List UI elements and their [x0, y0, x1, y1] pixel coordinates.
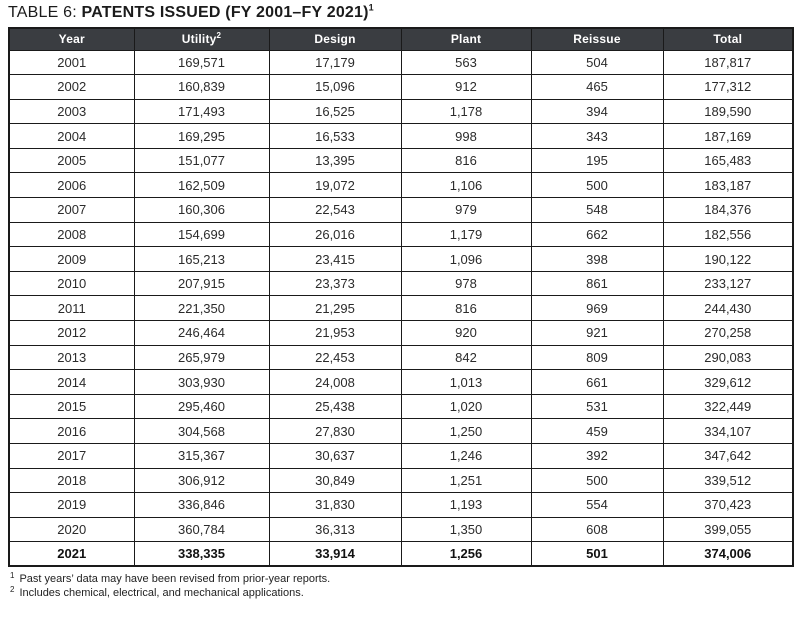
value-cell: 816: [401, 148, 531, 173]
value-cell: 370,423: [663, 493, 793, 518]
year-cell: 2017: [9, 444, 134, 469]
value-cell: 1,179: [401, 222, 531, 247]
value-cell: 978: [401, 271, 531, 296]
col-header-plant-label: Plant: [450, 32, 482, 47]
value-cell: 339,512: [663, 468, 793, 493]
table-row: [9, 542, 793, 567]
table-row: [9, 148, 793, 173]
year-cell: 2018: [9, 468, 134, 493]
value-cell: 16,533: [269, 124, 401, 149]
table-row: [9, 321, 793, 346]
col-header-utility-label: Utility: [181, 32, 217, 47]
year-cell: 2009: [9, 247, 134, 272]
value-cell: 290,083: [663, 345, 793, 370]
value-cell: 244,430: [663, 296, 793, 321]
col-header-plant: [401, 28, 531, 50]
value-cell: 154,699: [134, 222, 269, 247]
value-cell: 23,373: [269, 271, 401, 296]
footnote-1-marker: 1: [10, 570, 15, 580]
table-row: [9, 444, 793, 469]
patents-issued-table: [8, 27, 794, 567]
value-cell: 816: [401, 296, 531, 321]
value-cell: 920: [401, 321, 531, 346]
value-cell: 303,930: [134, 370, 269, 395]
value-cell: 265,979: [134, 345, 269, 370]
year-cell: 2019: [9, 493, 134, 518]
year-cell: 2016: [9, 419, 134, 444]
value-cell: 338,335: [134, 542, 269, 567]
footnote-2-text: Includes chemical, electrical, and mechanical applications.: [19, 587, 304, 600]
title-footnote-marker: 1: [368, 2, 374, 13]
value-cell: 1,350: [401, 517, 531, 542]
value-cell: 334,107: [663, 419, 793, 444]
table-row: [9, 75, 793, 100]
col-header-total-label: Total: [713, 32, 743, 47]
year-cell: 2008: [9, 222, 134, 247]
value-cell: 21,295: [269, 296, 401, 321]
value-cell: 979: [401, 198, 531, 223]
year-cell: 2001: [9, 50, 134, 75]
table-row: [9, 394, 793, 419]
value-cell: 30,849: [269, 468, 401, 493]
value-cell: 465: [531, 75, 663, 100]
title-prefix: TABLE 6:: [8, 4, 82, 21]
col-header-utility-sup: 2: [216, 31, 222, 41]
value-cell: 187,169: [663, 124, 793, 149]
value-cell: 165,213: [134, 247, 269, 272]
value-cell: 1,013: [401, 370, 531, 395]
col-header-utility: [134, 28, 269, 50]
year-cell: 2020: [9, 517, 134, 542]
value-cell: 1,020: [401, 394, 531, 419]
col-header-year: [9, 28, 134, 50]
table-row: [9, 222, 793, 247]
value-cell: 531: [531, 394, 663, 419]
value-cell: 969: [531, 296, 663, 321]
value-cell: 336,846: [134, 493, 269, 518]
col-header-reissue: [531, 28, 663, 50]
col-header-reissue-label: Reissue: [573, 32, 621, 47]
value-cell: 183,187: [663, 173, 793, 198]
table-row: [9, 468, 793, 493]
value-cell: 998: [401, 124, 531, 149]
value-cell: 662: [531, 222, 663, 247]
table-row: [9, 296, 793, 321]
header-row: [9, 28, 793, 50]
year-cell: 2004: [9, 124, 134, 149]
value-cell: 221,350: [134, 296, 269, 321]
value-cell: 21,953: [269, 321, 401, 346]
value-cell: 184,376: [663, 198, 793, 223]
table-row: [9, 124, 793, 149]
value-cell: 26,016: [269, 222, 401, 247]
value-cell: 22,453: [269, 345, 401, 370]
value-cell: 195: [531, 148, 663, 173]
value-cell: 169,295: [134, 124, 269, 149]
value-cell: 169,571: [134, 50, 269, 75]
value-cell: 189,590: [663, 99, 793, 124]
year-cell: 2005: [9, 148, 134, 173]
table-row: [9, 50, 793, 75]
table-row: [9, 271, 793, 296]
value-cell: 459: [531, 419, 663, 444]
col-header-total: [663, 28, 793, 50]
year-cell: 2006: [9, 173, 134, 198]
value-cell: 315,367: [134, 444, 269, 469]
year-cell: 2012: [9, 321, 134, 346]
value-cell: 842: [401, 345, 531, 370]
table-title: [8, 4, 792, 22]
value-cell: 1,250: [401, 419, 531, 444]
value-cell: 1,246: [401, 444, 531, 469]
value-cell: 1,256: [401, 542, 531, 567]
col-header-design-label: Design: [314, 32, 356, 47]
value-cell: 182,556: [663, 222, 793, 247]
value-cell: 322,449: [663, 394, 793, 419]
value-cell: 270,258: [663, 321, 793, 346]
footnotes: [8, 572, 792, 600]
value-cell: 295,460: [134, 394, 269, 419]
col-header-year-label: Year: [58, 32, 85, 47]
value-cell: 165,483: [663, 148, 793, 173]
year-cell: 2015: [9, 394, 134, 419]
value-cell: 171,493: [134, 99, 269, 124]
value-cell: 17,179: [269, 50, 401, 75]
footnote-1-text: Past years’ data may have been revised from prior-year reports.: [19, 573, 331, 586]
year-cell: 2021: [9, 542, 134, 567]
value-cell: 1,096: [401, 247, 531, 272]
value-cell: 661: [531, 370, 663, 395]
value-cell: 36,313: [269, 517, 401, 542]
year-cell: 2007: [9, 198, 134, 223]
value-cell: 233,127: [663, 271, 793, 296]
value-cell: 304,568: [134, 419, 269, 444]
value-cell: 861: [531, 271, 663, 296]
value-cell: 912: [401, 75, 531, 100]
footnote-2-marker: 2: [10, 584, 15, 594]
value-cell: 1,251: [401, 468, 531, 493]
value-cell: 22,543: [269, 198, 401, 223]
value-cell: 504: [531, 50, 663, 75]
value-cell: 25,438: [269, 394, 401, 419]
table-row: [9, 198, 793, 223]
value-cell: 23,415: [269, 247, 401, 272]
value-cell: 24,008: [269, 370, 401, 395]
value-cell: 160,306: [134, 198, 269, 223]
value-cell: 608: [531, 517, 663, 542]
value-cell: 360,784: [134, 517, 269, 542]
value-cell: 374,006: [663, 542, 793, 567]
value-cell: 33,914: [269, 542, 401, 567]
value-cell: 347,642: [663, 444, 793, 469]
table-row: [9, 247, 793, 272]
year-cell: 2003: [9, 99, 134, 124]
year-cell: 2013: [9, 345, 134, 370]
table-body: [9, 50, 793, 566]
value-cell: 392: [531, 444, 663, 469]
value-cell: 162,509: [134, 173, 269, 198]
value-cell: 30,637: [269, 444, 401, 469]
value-cell: 554: [531, 493, 663, 518]
value-cell: 809: [531, 345, 663, 370]
year-cell: 2002: [9, 75, 134, 100]
table-row: [9, 517, 793, 542]
value-cell: 1,178: [401, 99, 531, 124]
value-cell: 13,395: [269, 148, 401, 173]
table-row: [9, 99, 793, 124]
table-row: [9, 370, 793, 395]
col-header-design: [269, 28, 401, 50]
table-row: [9, 345, 793, 370]
year-cell: 2011: [9, 296, 134, 321]
value-cell: 246,464: [134, 321, 269, 346]
value-cell: 398: [531, 247, 663, 272]
value-cell: 563: [401, 50, 531, 75]
table-row: [9, 173, 793, 198]
value-cell: 190,122: [663, 247, 793, 272]
value-cell: 207,915: [134, 271, 269, 296]
value-cell: 500: [531, 173, 663, 198]
value-cell: 16,525: [269, 99, 401, 124]
value-cell: 306,912: [134, 468, 269, 493]
value-cell: 15,096: [269, 75, 401, 100]
value-cell: 399,055: [663, 517, 793, 542]
value-cell: 19,072: [269, 173, 401, 198]
value-cell: 27,830: [269, 419, 401, 444]
footnote-1: [10, 572, 792, 586]
year-cell: 2010: [9, 271, 134, 296]
value-cell: 921: [531, 321, 663, 346]
value-cell: 1,106: [401, 173, 531, 198]
value-cell: 187,817: [663, 50, 793, 75]
table-row: [9, 493, 793, 518]
value-cell: 151,077: [134, 148, 269, 173]
value-cell: 394: [531, 99, 663, 124]
value-cell: 500: [531, 468, 663, 493]
value-cell: 501: [531, 542, 663, 567]
value-cell: 343: [531, 124, 663, 149]
value-cell: 329,612: [663, 370, 793, 395]
table-row: [9, 419, 793, 444]
value-cell: 1,193: [401, 493, 531, 518]
value-cell: 177,312: [663, 75, 793, 100]
value-cell: 548: [531, 198, 663, 223]
value-cell: 31,830: [269, 493, 401, 518]
footnote-2: [10, 586, 792, 600]
year-cell: 2014: [9, 370, 134, 395]
title-main: PATENTS ISSUED (FY 2001–FY 2021): [81, 4, 369, 21]
value-cell: 160,839: [134, 75, 269, 100]
